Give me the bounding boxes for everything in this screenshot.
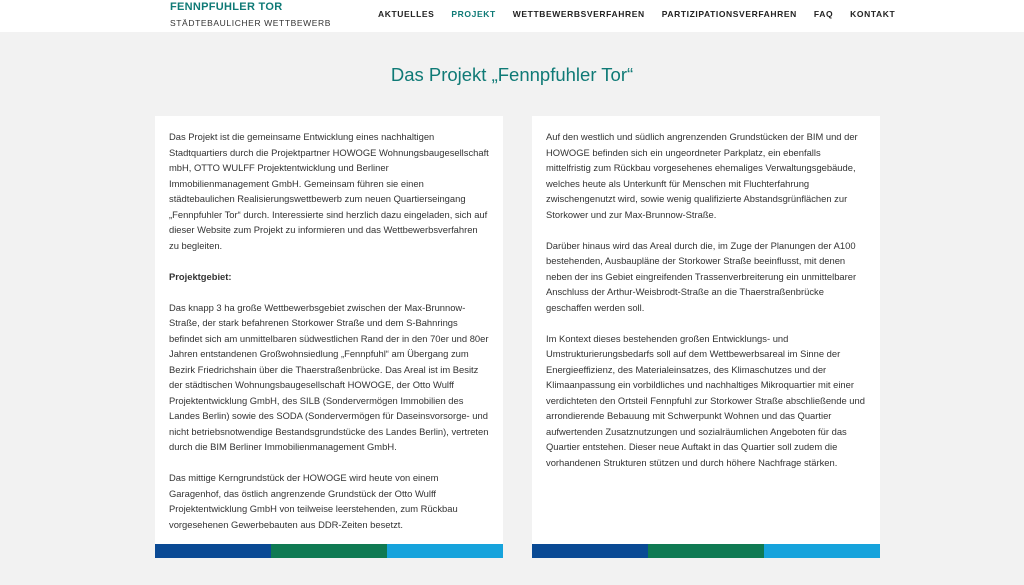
- nav-item-faq[interactable]: FAQ: [813, 9, 834, 19]
- nav-item-partizipationsverfahren[interactable]: PARTIZIPATIONSVERFAHREN: [661, 9, 797, 19]
- card-body: [532, 116, 880, 470]
- nav-item-wettbewerbsverfahren[interactable]: WETTBEWERBSVERFAHREN: [512, 9, 645, 19]
- color-bar-green: [271, 544, 387, 558]
- card-body: [155, 116, 503, 532]
- site-brand[interactable]: [170, 1, 331, 29]
- nav-item-kontakt[interactable]: KONTAKT: [850, 9, 896, 19]
- brand-subtitle: STÄDTEBAULICHER WETTBEWERB: [170, 18, 332, 28]
- color-bar-cyan: [764, 544, 880, 558]
- context-paragraph: Im Kontext dieses bestehenden großen Entwicklungs- und Umstrukturierungsbedarfs soll auf dem Wettbewerbsareal im Sinne der Energieeffizienz, des Materialeinsatzes, des Klimaschutzes und der Klimaanpassung ein vorbildliches und nachhaltiges Mikroquartier mit einer verdichteten den Ortsteil Fennpfuhl zur Storkower Straße abschließende und arrondierende Bebauung mit Schwerpunkt Wohnen und das Quartier aufwertenden Zusatznutzungen und sozialräumlichen Angeboten für das Quartier entstehen. Dieser neue Auftakt in das Quartier soll zudem die vorhandenen Strukturen stützen und durch höhere Nachfrage stärken.: [546, 332, 865, 468]
- color-bar-blue: [155, 544, 271, 558]
- brand-title[interactable]: FENNPFUHLER TOR: [170, 1, 283, 13]
- color-bar-cyan: [387, 544, 503, 558]
- nav-item-aktuelles[interactable]: AKTUELLES: [378, 9, 435, 19]
- plot-paragraph: Das mittige Kerngrundstück der HOWOGE wird heute von einem Garagenhof, das östlich angrenzende Grundstück der Otto Wulff Projektentwicklung GmbH von teilweise leerstehenden, zum Rückbau vorgesehenen Gewerbebauten aus DDR-Zeiten besetzt.: [169, 472, 458, 530]
- a100-paragraph: Darüber hinaus wird das Areal durch die, im Zuge der Planungen der A100 bestehenden, Ausbaupläne der Storkower Straße beeinflusst, mit denen neben der ins Gebiet eingreifenden Trassenverbreiterung ein unmittelbarer Anschluss der Arthur-Weisbrodt-Straße an die Thaerstraßenbrücke geschaffen werden soll.: [546, 239, 857, 313]
- main-nav: [378, 9, 912, 19]
- color-bar: [155, 544, 503, 558]
- area-paragraph: Das knapp 3 ha große Wettbewerbsgebiet zwischen der Max-Brunnow-Straße, der stark befahrenen Storkower Straße und dem S-Bahnrings befindet sich am unmittelbaren südwestlichen Rand der in den 70er und 80er Jahren entstandenen Großwohnsiedlung „Fennpfuhl“ am Übergang zum Bezirk Friedrichshain über die Thaerstraßenbrücke. Das Areal ist im Besitz der städtischen Wohnungsbaugesellschaft HOWOGE, der Otto Wulff Projektentwicklung GmbH, des SILB (Sondervermögen Immobilien des Landes Berlin) sowie des SODA (Sondervermögen für Daseinsvorsorge- und nicht betriebsnotwendige Bestandsgrundstücke des Landes Berlin), vertreten durch die BIM Berliner Immobilienmanagement GmbH.: [169, 301, 489, 452]
- color-bar: [532, 544, 880, 558]
- color-bar-blue: [532, 544, 648, 558]
- site-header: [0, 0, 1024, 32]
- intro-paragraph: Das Projekt ist die gemeinsame Entwicklung eines nachhaltigen Stadtquartiers durch die Projektpartner HOWOGE Wohnungsbaugesellschaft mbH, OTTO WULFF Projektentwicklung und Berliner Immobilienmanagement GmbH. Gemeinsam führen sie einen städtebaulichen Realisierungswettbewerb zum neuen Quartierseingang „Fennpfuhler Tor“ durch. Interessierte sind herzlich dazu eingeladen, sich auf dieser Website zum Projekt zu informieren und das Wettbewerbsverfahren zu begleiten.: [169, 131, 489, 251]
- nav-item-projekt[interactable]: PROJEKT: [451, 9, 496, 19]
- content-card-right: [532, 116, 880, 558]
- section-heading: Projektgebiet:: [169, 270, 232, 282]
- neighbor-paragraph: Auf den westlich und südlich angrenzenden Grundstücken der BIM und der HOWOGE befinden sich ein ungeordneter Parkplatz, ein ebenfalls mittelfristig zum Rückbau vorgesehenes ehemaliges Verwaltungsgebäude, welches heute als Unterkunft für Menschen mit Fluchterfahrung zwischengenutzt wird, sowie wenig qualifizierte Abstandsgrünflächen zur Storkower und zur Max-Brunnow-Straße.: [546, 131, 858, 220]
- page-title: Das Projekt „Fennpfuhler Tor“: [390, 64, 634, 85]
- content-card-left: [155, 116, 503, 558]
- color-bar-green: [648, 544, 764, 558]
